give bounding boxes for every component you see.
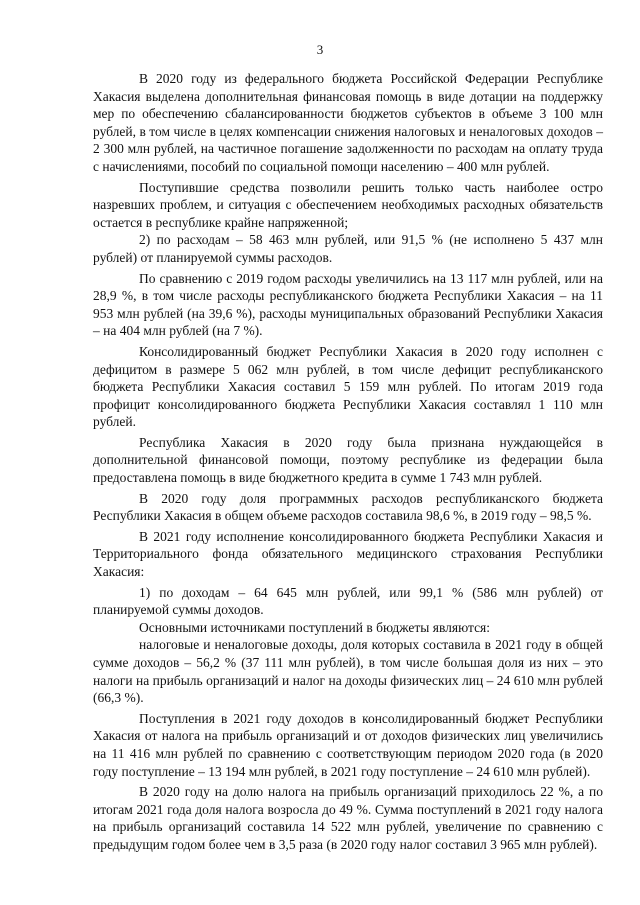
paragraph-budget-credit: Республика Хакасия в 2020 году была признана нуждающейся в дополнительной финансовой помощи, поэтому республике из федерации была предоставлена помощь в виде бюджетного кредита в сумме 1 743 млн рублей. [93, 434, 603, 486]
paragraph-funds-situation: Поступившие средства позволили решить только часть наиболее остро назревших проблем, и ситуация с обеспечением необходимых расходных обязательств остается в республике крайне напряженной; [93, 179, 603, 230]
paragraph-federal-aid: В 2020 году из федерального бюджета Российской Федерации Республике Хакасия выделена дополнительная финансовая помощь в виде дотации на поддержку мер по обеспечению сбалансированности бюджетов субъектов в объеме 3 100 млн рублей, в том числе в целях компенсации снижения налоговых и неналоговых доходов – 2 300 млн рублей, на частичное погашение задолженности по расходам на оплату труда с начислениями, пособий по социальной помощи населению – 400 млн рублей. [93, 71, 603, 174]
paragraph-profit-tax-share: В 2020 году на долю налога на прибыль организаций приходилось 22 %, а по итогам 2021 года доля налога возросла до 49 %. Сумма поступлений в 2021 году налога на прибыль организаций составила 14 522 млн рублей, увеличение по сравнению с предыдущим годом более чем в 3,5 раза (в 2020 году налог составил 3 965 млн рублей). [93, 784, 603, 852]
paragraph-main-sources: Основными источниками поступлений в бюджеты являются: [139, 619, 491, 635]
paragraph-expenses: 2) по расходам – 58 463 млн рублей, или 91,5 % (не исполнено 5 437 млн рублей) от планируемой суммы расходов. [93, 232, 603, 265]
paragraph-deficit: Консолидированный бюджет Республики Хакасия в 2020 году исполнен с дефицитом в размере 5 062 млн рублей, в том числе дефицит республиканского бюджета Республики Хакасия составил 5 159 млн рублей. По итогам 2019 года профицит консолидированного бюджета Республики Хакасия составлял 1 110 млн рублей. [93, 343, 603, 430]
paragraph-tax-revenues: налоговые и неналоговые доходы, доля которых составила в 2021 году в общей сумме доходов – 56,2 % (37 111 млн рублей), в том числе большая доля из них – это налоги на прибыль организаций и налог на доходы физических лиц – 24 610 млн рублей (66,3 %). [93, 637, 603, 706]
paragraph-revenue-growth: Поступления в 2021 году доходов в консолидированный бюджет Республики Хакасия от налога на прибыль организаций и от доходов физических лиц увеличились на 11 416 млн рублей по сравнению с соответствующим периодом 2020 года (в 2020 году поступление – 13 194 млн рублей, в 2021 году поступление – 24 610 млн рублей). [93, 710, 603, 779]
paragraph-program-expenses: В 2020 году доля программных расходов республиканского бюджета Республики Хакасия в общем объеме расходов составила 98,6 %, в 2019 году – 98,5 %. [93, 490, 603, 524]
page-number: 3 [316, 42, 324, 57]
paragraph-expenses-comparison: По сравнению с 2019 годом расходы увеличились на 13 117 млн рублей, или на 28,9 %, в том числе расходы республиканского бюджета Республики Хакасия – на 11 953 млн рублей (на 39,6 %), расходы муниципальных образований Республики Хакасия – на 404 млн рублей (на 7 %). [93, 270, 603, 339]
paragraph-2021-execution: В 2021 году исполнение консолидированного бюджета Республики Хакасия и Территориального фонда обязательного медицинского страхования Республики Хакасия: [93, 528, 603, 580]
paragraph-revenues: 1) по доходам – 64 645 млн рублей, или 99,1 % (586 млн рублей) от планируемой суммы доходов. [93, 584, 603, 618]
document-body [93, 70, 603, 854]
